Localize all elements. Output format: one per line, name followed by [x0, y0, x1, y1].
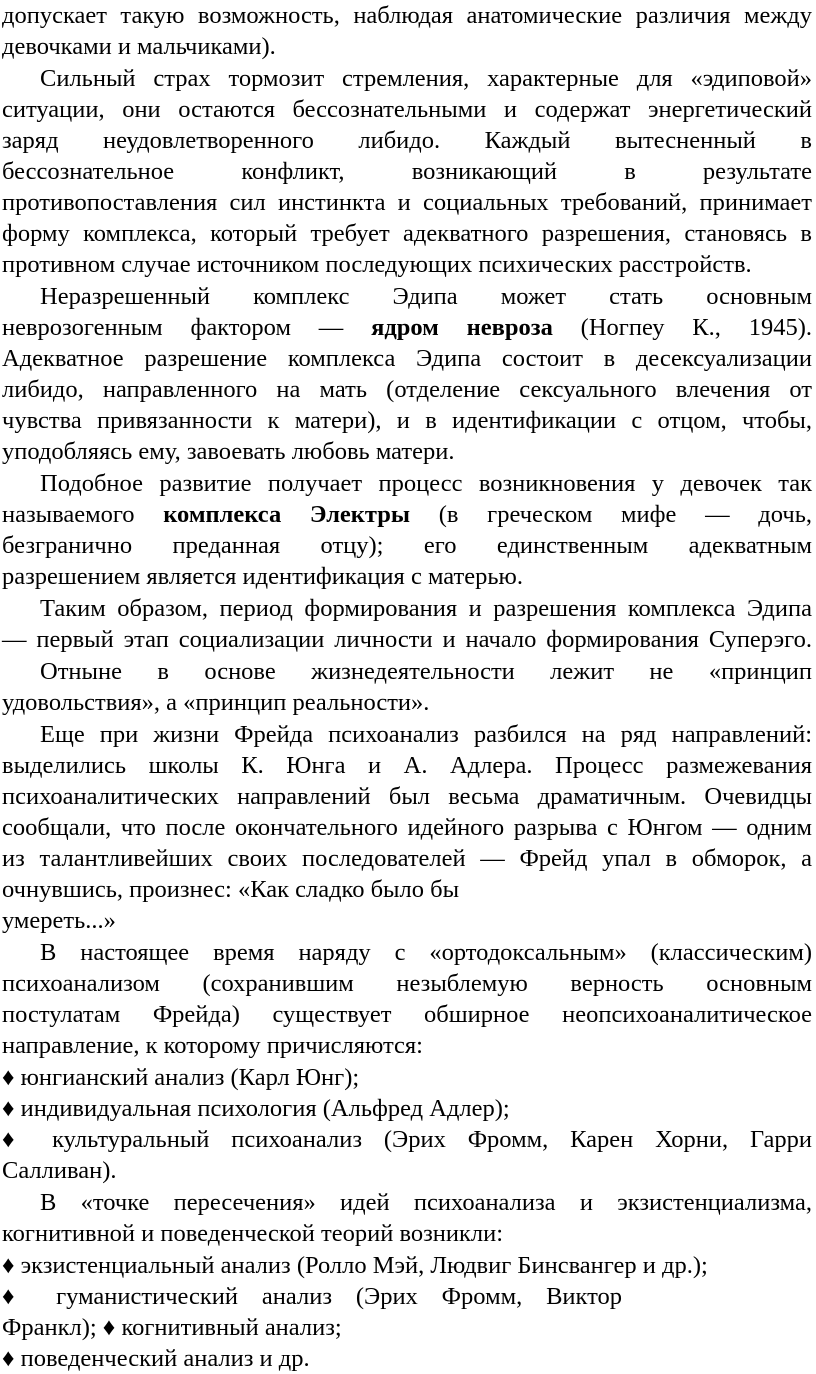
text-line: Сильный страх тормозит стремления, характерные для «эдиповой» — [40, 65, 812, 92]
text-line: заряд неудовлетворенного либидо. Каждый вытесненный в — [2, 127, 812, 154]
text-line: умереть...» — [2, 907, 116, 934]
text-line: либидо, направленного на мать (отделение сексуального влечения от — [2, 376, 812, 403]
text-line: очнувшись, произнес: «Как сладко было бы — [2, 876, 460, 903]
text-line: направление, к которому причисляются: — [2, 1032, 423, 1059]
text-line: когнитивной и поведенческой теорий возникли: — [2, 1220, 504, 1247]
text-line: Подобное развитие получает процесс возникновения у девочек так — [40, 470, 812, 497]
text-line: чувства привязанности к матери), и в идентификации с отцом, чтобы, — [2, 407, 812, 434]
text-line: — первый этап социализации личности и начало формирования Суперэго. — [2, 626, 812, 653]
text-line: Еще при жизни Фрейда психоанализ разбился на ряд направлений: — [40, 721, 812, 748]
text-line: Салливан). — [2, 1157, 117, 1184]
text-line: психоанализом (сохранившим незыблемую верность основным — [2, 970, 812, 997]
text-line: психоаналитических направлений был весьма драматичным. Очевидцы — [2, 783, 812, 810]
text-line: Адекватное разрешение комплекса Эдипа состоит в десексуализации — [2, 345, 812, 372]
text-line: противном случае источником последующих психических расстройств. — [2, 251, 752, 278]
bold-term: ядром невроза — [371, 314, 553, 341]
text-line: выделились школы К. Юнга и А. Адлера. Процесс размежевания — [2, 752, 812, 779]
text-line: постулатам Фрейда) существует обширное неопсихоаналитическое — [2, 1001, 812, 1028]
list-item: ♦ гуманистический анализ (Эрих Фромм, Виктор — [2, 1283, 622, 1310]
text-line: уподобляясь ему, завоевать любовь матери. — [2, 438, 455, 465]
text-line: бессознательное конфликт, возникающий в результате — [2, 158, 812, 185]
bold-term: комплекса Электры — [163, 501, 411, 528]
text-line: форму комплекса, который требует адекватного разрешения, становясь в — [2, 220, 812, 247]
text-line: В настоящее время наряду с «ортодоксальным» (классическим) — [40, 939, 812, 966]
text-segment: (в греческом мифе — дочь, — [410, 501, 812, 528]
text-line: из талантливейших своих последователей — Фрейд упал в обморок, а — [2, 845, 812, 872]
text-line — [2, 499, 812, 530]
text-line: удовольствия», а «принцип реальности». — [2, 689, 430, 716]
list-item: ♦ экзистенциальный анализ (Ролло Мэй, Людвиг Бинсвангер и др.); — [2, 1252, 708, 1279]
list-item: ♦ культуральный психоанализ (Эрих Фромм, Карен Хорни, Гарри — [2, 1126, 812, 1153]
text-line: разрешением является идентификация с матерью. — [2, 563, 523, 590]
text-line: Неразрешенный комплекс Эдипа может стать основным — [40, 283, 812, 310]
text-line: Таким образом, период формирования и разрешения комплекса Эдипа — [40, 595, 812, 622]
text-segment: неврозогенным фактором — — [2, 314, 372, 341]
list-item: ♦ поведенческий анализ и др. — [2, 1345, 310, 1372]
text-line: сообщали, что после окончательного идейного разрыва с Юнгом — одним — [2, 814, 812, 841]
list-item: ♦ юнгианский анализ (Карл Юнг); — [2, 1064, 360, 1091]
text-line: Отныне в основе жизнедеятельности лежит не «принцип — [40, 658, 812, 685]
text-line: безгранично преданная отцу); его единственным адекватным — [2, 532, 812, 559]
text-line: допускает такую возможность, наблюдая анатомические различия между — [2, 2, 812, 29]
list-item: ♦ индивидуальная психология (Альфред Адлер); — [2, 1095, 510, 1122]
text-line: ситуации, они остаются бессознательными и содержат энергетический — [2, 96, 812, 123]
text-line — [2, 312, 812, 343]
list-item: Франкл); ♦ когнитивный анализ; — [2, 1314, 342, 1341]
text-line: противопоставления сил инстинкта и социальных требований, принимает — [2, 189, 812, 216]
text-segment: (Ногпеу К., 1945). — [552, 314, 812, 341]
text-segment: называемого — [2, 501, 164, 528]
text-line: В «точке пересечения» идей психоанализа и экзистенциализма, — [40, 1189, 812, 1216]
text-line: девочками и мальчиками). — [2, 33, 276, 60]
